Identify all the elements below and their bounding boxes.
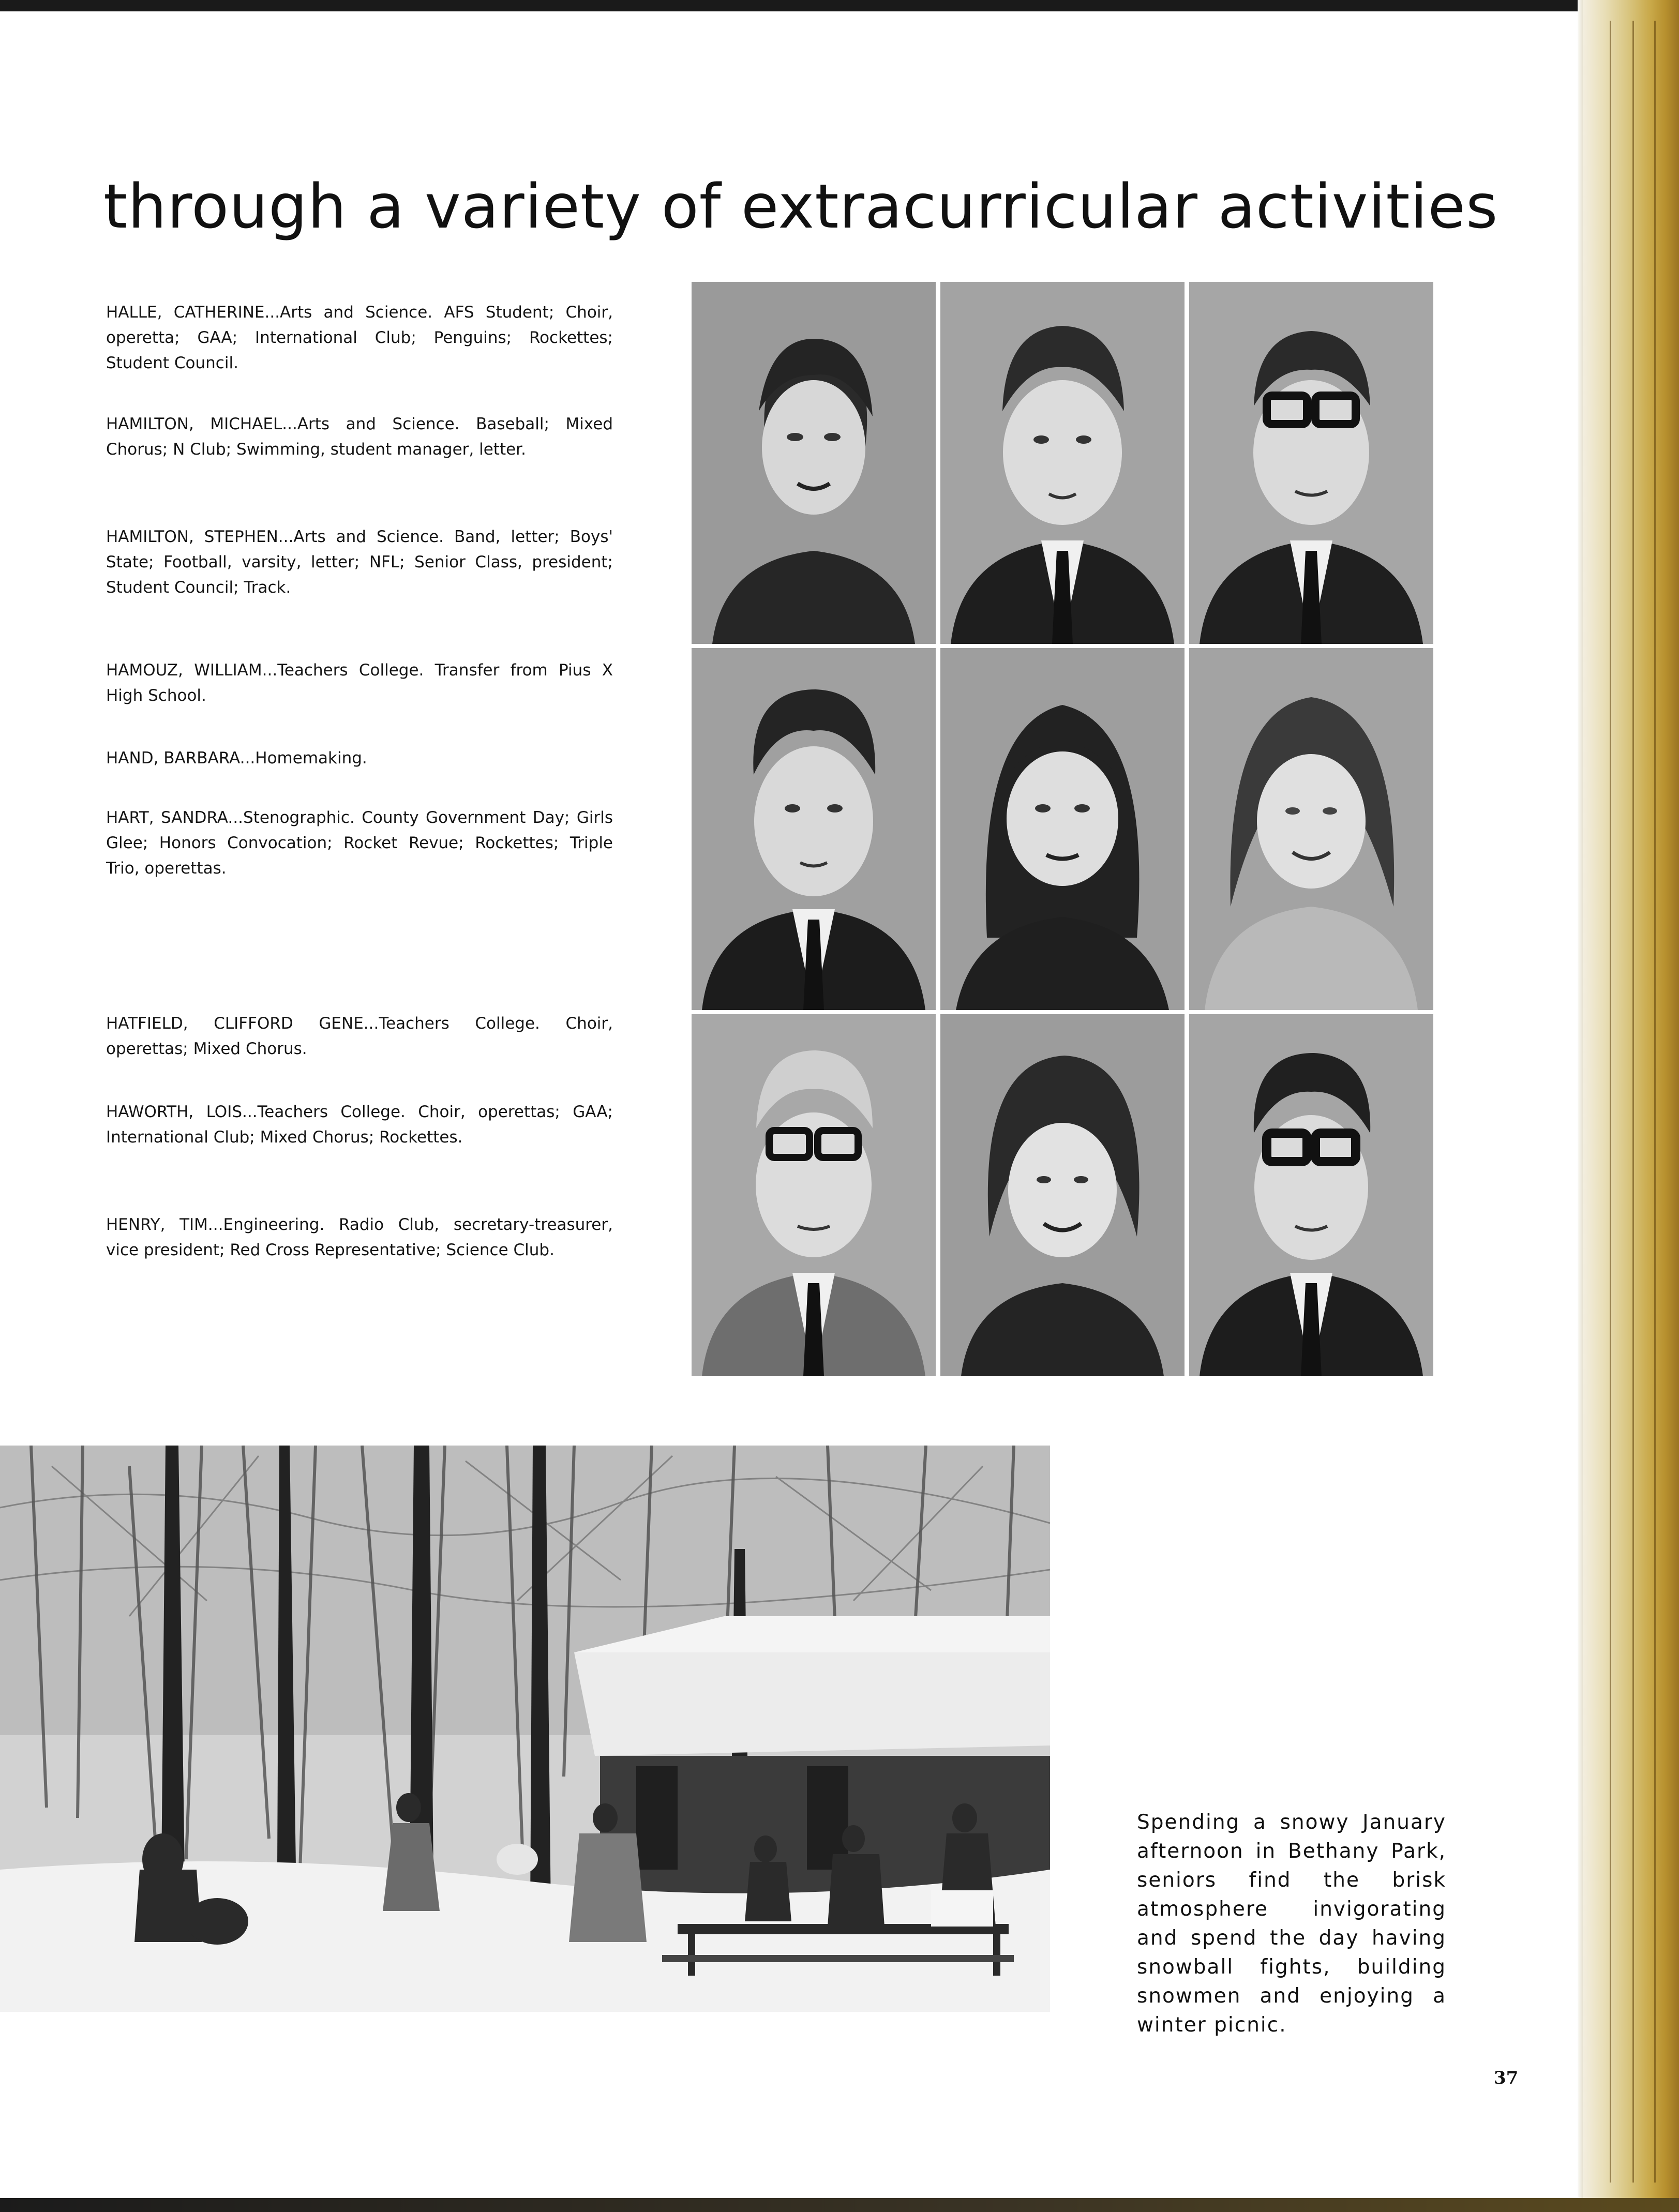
senior-name: HALLE, CATHERINE xyxy=(106,303,265,322)
senior-portrait xyxy=(940,1014,1185,1376)
senior-name: HART, SANDRA xyxy=(106,808,228,827)
senior-portrait xyxy=(1189,648,1433,1010)
senior-entry xyxy=(106,658,613,709)
entry-separator: ... xyxy=(363,1014,379,1033)
senior-portrait xyxy=(1189,1014,1433,1376)
senior-entry xyxy=(106,1100,613,1150)
portrait-photo xyxy=(692,1014,936,1376)
portrait-photo xyxy=(940,1014,1185,1376)
binding-line xyxy=(1610,21,1611,2183)
senior-name: HATFIELD, CLIFFORD GENE xyxy=(106,1014,364,1033)
senior-entry xyxy=(106,805,613,881)
senior-portrait xyxy=(1189,282,1433,644)
entry-separator: ... xyxy=(282,415,297,433)
winter-park-photo xyxy=(0,1446,1050,2012)
senior-portrait xyxy=(940,282,1185,644)
senior-portrait xyxy=(692,648,936,1010)
entry-separator: ... xyxy=(278,528,294,546)
senior-details: Arts and Science. AFS Student; Choir, operetta; GAA; International Club; Penguins; Rockettes; Student Council. xyxy=(106,303,613,372)
portrait-photo xyxy=(692,648,936,1010)
photo-caption: Spending a snowy January afternoon in Bethany Park, seniors find the brisk atmosphere invigorating and spend the day having snowball fights, building snowmen and enjoying a winter picnic. xyxy=(1137,1811,1446,2037)
senior-entry xyxy=(106,1011,613,1062)
senior-name: HAMOUZ, WILLIAM xyxy=(106,661,262,680)
page-number: 37 xyxy=(1494,2068,1519,2088)
portrait-photo xyxy=(1189,1014,1433,1376)
senior-portrait xyxy=(692,282,936,644)
senior-name: HENRY, TIM xyxy=(106,1215,208,1234)
entry-separator: ... xyxy=(262,661,278,680)
senior-details: Arts and Science. Band, letter; Boys' State; Football, varsity, letter; NFL; Senior Class, president; Student Council; Track. xyxy=(106,528,613,597)
senior-entry xyxy=(106,1212,613,1263)
portrait-photo xyxy=(1189,282,1433,644)
portrait-photo xyxy=(940,282,1185,644)
portrait-photo xyxy=(692,282,936,644)
page-edge xyxy=(1578,0,1583,2212)
senior-entry xyxy=(106,524,613,600)
senior-details: Stenographic. County Government Day; Girls Glee; Honors Convocation; Rocket Revue; Rockettes; Triple Trio, operettas. xyxy=(106,808,613,878)
senior-entry xyxy=(106,300,613,376)
senior-details: Teachers College. Choir, operettas; GAA; International Club; Mixed Chorus; Rockettes. xyxy=(106,1103,613,1147)
senior-entry xyxy=(106,746,613,771)
portrait-photo xyxy=(1189,648,1433,1010)
senior-name: HAMILTON, MICHAEL xyxy=(106,415,282,433)
senior-portrait xyxy=(940,648,1185,1010)
senior-details: Homemaking. xyxy=(255,749,367,768)
senior-details: Arts and Science. Baseball; Mixed Chorus; N Club; Swimming, student manager, letter. xyxy=(106,415,613,459)
senior-name: HAWORTH, LOIS xyxy=(106,1103,243,1121)
senior-details: Teachers College. Transfer from Pius X High School. xyxy=(106,661,613,705)
binding-line xyxy=(1654,21,1656,2183)
entry-separator: ... xyxy=(207,1215,223,1234)
book-binding xyxy=(1583,0,1679,2212)
page-top-rule xyxy=(0,0,1679,11)
binding-line xyxy=(1632,21,1634,2183)
senior-entry xyxy=(106,412,613,462)
snow-scene xyxy=(0,1446,1050,2012)
senior-portrait xyxy=(692,1014,936,1376)
page-heading: through a variety of extracurricular activities xyxy=(103,171,1498,242)
senior-name: HAMILTON, STEPHEN xyxy=(106,528,278,546)
entry-separator: ... xyxy=(242,1103,258,1121)
portrait-photo xyxy=(940,648,1185,1010)
entry-separator: ... xyxy=(239,749,256,768)
page-bottom-rule xyxy=(0,2198,1679,2212)
entry-separator: ... xyxy=(264,303,280,322)
entry-separator: ... xyxy=(228,808,244,827)
senior-details: Teachers College. Choir, operettas; Mixed Chorus. xyxy=(106,1014,613,1058)
senior-details: Engineering. Radio Club, secretary-treasurer, vice president; Red Cross Representative; Science Club. xyxy=(106,1215,613,1259)
senior-name: HAND, BARBARA xyxy=(106,749,240,768)
